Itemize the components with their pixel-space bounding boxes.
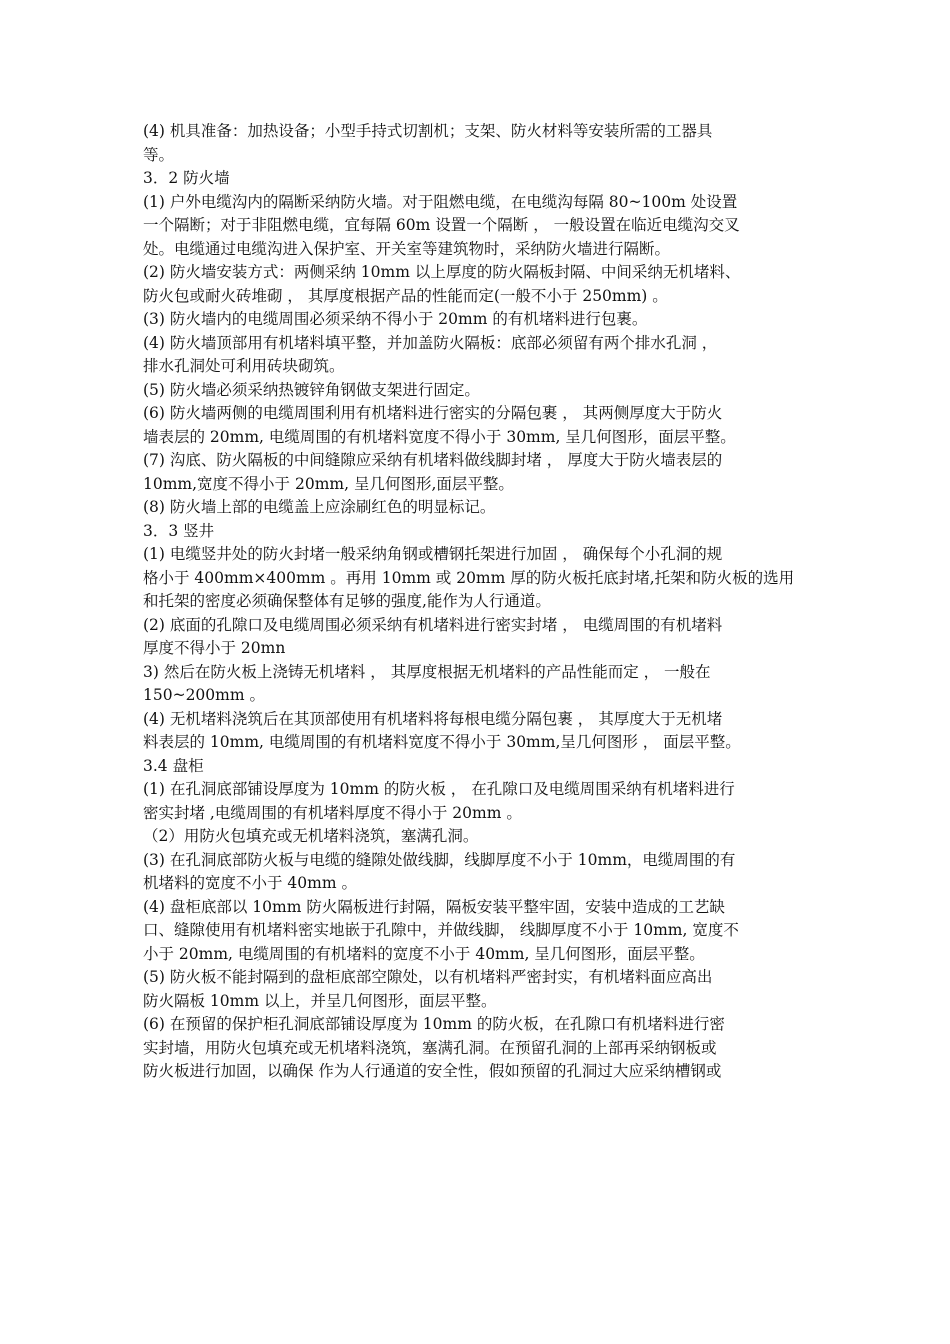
section-heading-3-3: 3．3 竖井 bbox=[143, 521, 215, 540]
text-line: (4) 无机堵料浇筑后在其顶部使用有机堵料将每根电缆分隔包裹 ， 其厚度大于无机堵 bbox=[143, 709, 723, 728]
text-line: 小于 20mm, 电缆周围的有机堵料的宽度不小于 40mm, 呈几何图形，面层平整。 bbox=[143, 944, 705, 963]
text-line: 料表层的 10mm, 电缆周围的有机堵料宽度不得小于 30mm,呈几何图形 ， 面层平整。 bbox=[143, 733, 741, 751]
text-line: 等。 bbox=[143, 145, 175, 164]
text-line: (1) 电缆竖井处的防火封堵一般采纳角钢或槽钢托架进行加固 ， 确保每个小孔洞的规 bbox=[143, 545, 723, 563]
text-line: 密实封堵 ,电缆周围的有机堵料厚度不得小于 20mm 。 bbox=[143, 803, 522, 822]
text-line: (6) 在预留的保护柜孔洞底部铺设厚度为 10mm 的防火板，在孔隙口有机堵料进行密 bbox=[143, 1015, 725, 1033]
text-line: (6) 防火墙两侧的电缆周围利用有机堵料进行密实的分隔包裹 ， 其两侧厚度大于防火 bbox=[143, 404, 723, 422]
text-line: 墙表层的 20mm, 电缆周围的有机堵料宽度不得小于 30mm, 呈几何图形，面层平整。 bbox=[143, 427, 736, 446]
text-line: (3) 防火墙内的电缆周围必须采纳不得小于 20mm 的有机堵料进行包裹。 bbox=[143, 310, 648, 328]
text-line: (2) 防火墙安装方式：两侧采纳 10mm 以上厚度的防火隔板封隔、中间采纳无机堵料、 bbox=[143, 263, 741, 281]
text-line: 3) 然后在防火板上浇铸无机堵料 ， 其厚度根据无机堵料的产品性能而定 ， 一般在 bbox=[143, 662, 711, 681]
text-line: (3) 在孔洞底部防火板与电缆的缝隙处做线脚，线脚厚度不小于 10mm，电缆周围的有 bbox=[143, 850, 736, 869]
text-line: 厚度不得小于 20mn bbox=[143, 639, 286, 657]
text-line: 防火板进行加固，以确保 作为人行通道的安全性，假如预留的孔洞过大应采纳槽钢或 bbox=[143, 1062, 722, 1080]
text-line: (5) 防火墙必须采纳热镀锌角钢做支架进行固定。 bbox=[143, 380, 480, 399]
text-line: 排水孔洞处可利用砖块砌筑。 bbox=[143, 357, 345, 375]
text-line: 防火隔板 10mm 以上，并呈几何图形，面层平整。 bbox=[143, 991, 497, 1010]
text-line: (1) 户外电缆沟内的隔断采纳防火墙。对于阻燃电缆，在电缆沟每隔 80~100m 处设置 bbox=[143, 192, 738, 211]
text-line: (2) 底面的孔隙口及电缆周围必须采纳有机堵料进行密实封堵 ， 电缆周围的有机堵料 bbox=[143, 615, 723, 634]
text-line: （2）用防火包填充或无机堵料浇筑，塞满孔洞。 bbox=[143, 827, 479, 845]
text-line: 10mm,宽度不得小于 20mm, 呈几何图形,面层平整。 bbox=[143, 474, 514, 493]
text-line: 和托架的密度必须确保整体有足够的强度,能作为人行通道。 bbox=[143, 592, 551, 610]
text-line: 实封墙，用防火包填充或无机堵料浇筑，塞满孔洞。在预留孔洞的上部再采纳钢板或 bbox=[143, 1038, 717, 1057]
text-line: (7) 沟底、防火隔板的中间缝隙应采纳有机堵料做线脚封堵 ， 厚度大于防火墙表层的 bbox=[143, 451, 723, 469]
text-line: 口、缝隙使用有机堵料密实地嵌于孔隙中，并做线脚， 线脚厚度不小于 10mm, 宽度不 bbox=[143, 921, 739, 939]
text-line: (1) 在孔洞底部铺设厚度为 10mm 的防火板 ， 在孔隙口及电缆周围采纳有机堵料进行 bbox=[143, 780, 735, 798]
text-line: 格小于 400mm×400mm 。再用 10mm 或 20mm 厚的防火板托底封堵,托架和防火板的选用 bbox=[143, 568, 795, 587]
text-line: 处。电缆通过电缆沟进入保护室、开关室等建筑物时，采纳防火墙进行隔断。 bbox=[143, 239, 671, 258]
document-body bbox=[143, 120, 808, 1084]
section-heading-3-2: 3．2 防火墙 bbox=[143, 169, 230, 187]
text-line: (5) 防火板不能封隔到的盘柜底部空隙处，以有机堵料严密封实，有机堵料面应高出 bbox=[143, 968, 713, 986]
text-line: 防火包或耐火砖堆砌 ， 其厚度根据产品的性能而定(一般不小于 250mm) 。 bbox=[143, 286, 668, 305]
section-heading-3-4: 3.4 盘柜 bbox=[143, 756, 204, 775]
text-line: (4) 防火墙顶部用有机堵料填平整，并加盖防火隔板：底部必须留有两个排水孔洞 ， bbox=[143, 333, 718, 352]
text-line: (4) 盘柜底部以 10mm 防火隔板进行封隔，隔板安装平整牢固，安装中造成的工艺缺 bbox=[143, 897, 725, 916]
text-line: 机堵料的宽度不小于 40mm 。 bbox=[143, 874, 357, 892]
text-line: (4) 机具准备：加热设备；小型手持式切割机；支架、防火材料等安装所需的工器具 bbox=[143, 122, 713, 140]
text-line: (8) 防火墙上部的电缆盖上应涂刷红色的明显标记。 bbox=[143, 498, 496, 516]
text-line: 150~200mm 。 bbox=[143, 686, 265, 704]
text-line: 一个隔断；对于非阻燃电缆，宜每隔 60m 设置一个隔断 ， 一般设置在临近电缆沟交叉 bbox=[143, 216, 740, 234]
